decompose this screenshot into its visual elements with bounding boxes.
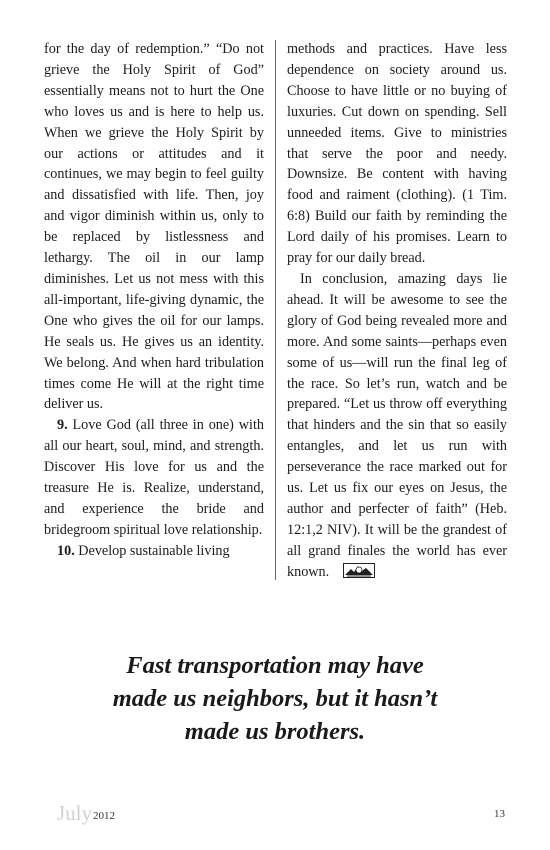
- end-of-article-icon: [343, 563, 375, 578]
- list-item-10: [44, 541, 264, 562]
- paragraph-conclusion: [287, 269, 507, 583]
- page-number: 13: [494, 808, 505, 820]
- paragraph-redemption: for the day of redemption.” “Do not grieve the Holy Spirit of God” essentially means not to hurt the One who loves us and is here to help us. When we grieve the Holy Spirit by our actions or attitudes and it continues, we may begin to feel guilty and dissatisfied with life. Then, joy and vigor diminish within us, only to be replaced by listlessness and lethargy. The oil in our lamp diminishes. Let us not mess with this all-important, life-giving dynamic, the One who gives the oil for our lamps. He seals us. He gives us an identity. We belong. And when hard tribulation times come He will at the right time deliver us.: [44, 41, 264, 413]
- footer-month: July: [57, 801, 93, 825]
- conclusion-text: In conclusion, amazing days lie ahead. It will be awesome to see the glory of God being revealed more and more. And some saints—perhaps even some of us—will run the final leg of the race. So let’s run, watch and be prepared. “Let us throw off everything that hinders and the sin that so easily entangles, and let us run with perseverance the race marked out for us. Let us fix our eyes on Jesus, the author and perfecter of faith” (Heb. 12:1,2 NIV). It will be the grandest of all grand finales the world has ever known.: [287, 270, 507, 580]
- right-column: [287, 39, 507, 583]
- item-text: Love God (all three in one) with all our heart, soul, mind, and strength. Discover His love for us and the treasure He is. Realize, understand, and experience the bride and bridegroom spiritual love relationship.: [44, 417, 264, 538]
- list-item-9: [44, 415, 264, 540]
- quote-line: made us brothers.: [184, 718, 366, 745]
- column-divider: [275, 40, 276, 580]
- pull-quote: [60, 649, 490, 748]
- footer-year: 2012: [93, 810, 115, 822]
- paragraph-sustainable-living: methods and practices. Have less dependence on society around us. Choose to have little or no buying of luxuries. Cut down on spending. Sell unneeded items. Give to ministries that serve the poor and needy. Downsize. Be content with having food and raiment (clothing). (1 Tim. 6:8) Build our faith by reminding the Lord daily of his promises. Learn to pray for our daily bread.: [287, 41, 507, 267]
- quote-line: made us neighbors, but it hasn’t: [112, 685, 438, 712]
- quote-line: Fast transportation may have: [126, 652, 424, 679]
- item-text: Develop sustainable living: [74, 542, 230, 559]
- item-number: 9.: [57, 417, 68, 434]
- left-column: [44, 39, 264, 562]
- item-number: 10.: [57, 542, 75, 559]
